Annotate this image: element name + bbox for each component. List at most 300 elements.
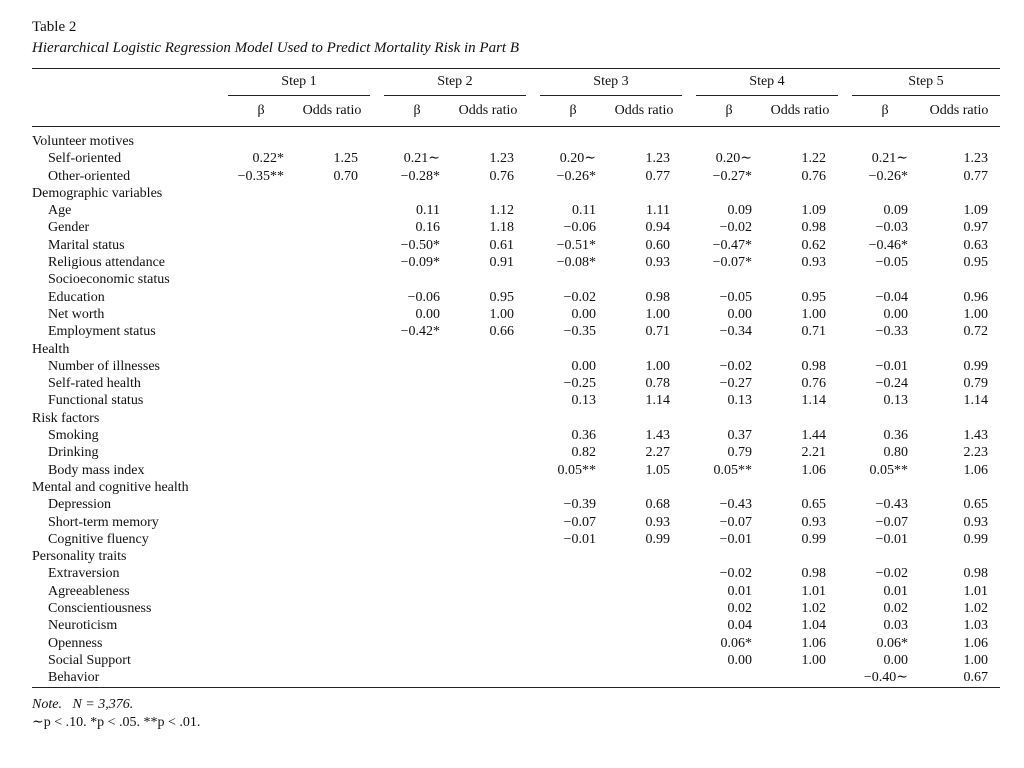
odds-ratio-cell: 0.93 bbox=[645, 514, 670, 530]
odds-ratio-cell: 1.05 bbox=[645, 462, 670, 478]
odds-ratio-cell: 1.44 bbox=[801, 428, 826, 444]
odds-ratio-cell: 1.09 bbox=[801, 203, 826, 219]
row-label: Behavior bbox=[48, 670, 100, 686]
step-header: Step 2 bbox=[384, 69, 526, 96]
odds-ratio-cell: 0.99 bbox=[801, 531, 826, 547]
beta-cell: −0.07 bbox=[875, 514, 908, 530]
beta-cell: −0.05 bbox=[719, 289, 752, 305]
step-header: Step 1 bbox=[228, 69, 370, 96]
odds-ratio-cell bbox=[450, 392, 526, 409]
beta-cell: 0.20∼ bbox=[559, 151, 596, 167]
table-title: Hierarchical Logistic Regression Model Used to Predict Mortality Risk in Part B bbox=[32, 40, 520, 56]
beta-cell bbox=[696, 271, 762, 288]
odds-ratio-cell bbox=[918, 271, 1000, 288]
beta-cell bbox=[228, 410, 294, 427]
table-row bbox=[32, 254, 1000, 271]
odds-ratio-cell: 0.68 bbox=[645, 497, 670, 513]
table-row bbox=[32, 219, 1000, 236]
beta-cell: −0.01 bbox=[719, 531, 752, 547]
beta-cell bbox=[696, 669, 762, 687]
beta-cell bbox=[540, 669, 606, 687]
table-row bbox=[32, 669, 1000, 687]
beta-cell bbox=[384, 375, 450, 392]
beta-cell: 0.06* bbox=[720, 635, 752, 651]
odds-ratio-cell: 0.99 bbox=[963, 358, 988, 374]
odds-ratio-cell bbox=[294, 565, 370, 582]
odds-ratio-cell: 1.14 bbox=[645, 393, 670, 409]
odds-ratio-cell: 1.06 bbox=[963, 462, 988, 478]
odds-ratio-cell bbox=[450, 479, 526, 496]
table-row bbox=[32, 652, 1000, 669]
odds-ratio-cell bbox=[918, 341, 1000, 358]
odds-ratio-cell: 0.76 bbox=[801, 168, 826, 184]
odds-ratio-cell: 0.97 bbox=[963, 220, 988, 236]
odds-ratio-cell bbox=[918, 479, 1000, 496]
beta-cell: 0.36 bbox=[883, 428, 908, 444]
beta-cell: −0.03 bbox=[875, 220, 908, 236]
beta-cell: 0.06* bbox=[876, 635, 908, 651]
beta-cell bbox=[228, 185, 294, 202]
beta-cell bbox=[228, 462, 294, 479]
beta-cell bbox=[228, 306, 294, 323]
odds-ratio-cell bbox=[918, 185, 1000, 202]
beta-cell bbox=[852, 185, 918, 202]
odds-ratio-cell: 1.23 bbox=[963, 151, 988, 167]
odds-ratio-cell: 1.43 bbox=[645, 428, 670, 444]
odds-ratio-cell bbox=[450, 565, 526, 582]
odds-ratio-cell bbox=[762, 548, 838, 565]
odds-ratio-cell bbox=[918, 410, 1000, 427]
beta-cell bbox=[852, 127, 918, 151]
odds-ratio-cell bbox=[294, 127, 370, 151]
beta-cell: −0.04 bbox=[875, 289, 908, 305]
odds-ratio-cell bbox=[294, 548, 370, 565]
beta-cell: −0.43 bbox=[719, 497, 752, 513]
table-row bbox=[32, 462, 1000, 479]
beta-cell bbox=[384, 531, 450, 548]
odds-ratio-cell bbox=[606, 652, 682, 669]
odds-ratio-cell bbox=[450, 375, 526, 392]
odds-ratio-cell bbox=[606, 410, 682, 427]
beta-cell: −0.02 bbox=[719, 358, 752, 374]
odds-ratio-cell bbox=[450, 271, 526, 288]
beta-cell: 0.09 bbox=[727, 203, 752, 219]
odds-ratio-cell bbox=[606, 479, 682, 496]
odds-ratio-cell: 1.09 bbox=[963, 203, 988, 219]
section-row bbox=[32, 548, 1000, 565]
row-label: Self-rated health bbox=[48, 376, 141, 392]
beta-cell: 0.79 bbox=[727, 445, 752, 461]
beta-cell bbox=[384, 600, 450, 617]
table-row bbox=[32, 496, 1000, 513]
odds-ratio-cell bbox=[762, 479, 838, 496]
odds-ratio-cell bbox=[450, 548, 526, 565]
beta-cell: 0.13 bbox=[883, 393, 908, 409]
row-label: Social Support bbox=[48, 652, 131, 668]
beta-cell: −0.01 bbox=[875, 358, 908, 374]
beta-cell bbox=[228, 600, 294, 617]
odds-ratio-cell: 0.98 bbox=[963, 566, 988, 582]
table-row bbox=[32, 531, 1000, 548]
table-number: Table 2 bbox=[32, 19, 77, 35]
row-label: Marital status bbox=[48, 237, 125, 253]
odds-ratio-cell: 0.77 bbox=[963, 168, 988, 184]
beta-cell bbox=[540, 479, 606, 496]
beta-cell bbox=[852, 479, 918, 496]
beta-cell bbox=[384, 652, 450, 669]
beta-cell bbox=[228, 202, 294, 219]
beta-cell bbox=[228, 254, 294, 271]
beta-cell bbox=[384, 410, 450, 427]
table-row bbox=[32, 323, 1000, 340]
beta-cell: −0.35 bbox=[563, 324, 596, 340]
row-label: Depression bbox=[48, 497, 111, 513]
odds-ratio-cell: 1.23 bbox=[489, 151, 514, 167]
odds-ratio-cell: 1.00 bbox=[489, 306, 514, 322]
beta-cell: 0.00 bbox=[571, 358, 596, 374]
section-label: Personality traits bbox=[32, 549, 127, 565]
beta-cell bbox=[228, 444, 294, 461]
beta-cell bbox=[852, 341, 918, 358]
row-label: Agreeableness bbox=[48, 583, 130, 599]
beta-cell: −0.51* bbox=[556, 237, 596, 253]
odds-ratio-cell bbox=[450, 617, 526, 634]
beta-cell: −0.06 bbox=[407, 289, 440, 305]
beta-cell bbox=[852, 548, 918, 565]
odds-ratio-cell bbox=[294, 341, 370, 358]
row-label: Cognitive fluency bbox=[48, 531, 149, 547]
beta-cell: −0.33 bbox=[875, 324, 908, 340]
odds-ratio-cell: 1.03 bbox=[963, 618, 988, 634]
odds-ratio-cell: 0.71 bbox=[801, 324, 826, 340]
beta-cell: 0.00 bbox=[415, 306, 440, 322]
beta-cell bbox=[384, 548, 450, 565]
odds-ratio-cell: 0.60 bbox=[645, 237, 670, 253]
section-row bbox=[32, 341, 1000, 358]
beta-cell bbox=[228, 531, 294, 548]
odds-ratio-cell: 1.01 bbox=[963, 583, 988, 599]
odds-header: Odds ratio bbox=[614, 103, 674, 119]
row-label: Age bbox=[48, 203, 72, 219]
odds-ratio-cell: 1.01 bbox=[801, 583, 826, 599]
odds-ratio-cell: 1.23 bbox=[645, 151, 670, 167]
beta-cell: −0.43 bbox=[875, 497, 908, 513]
odds-ratio-cell: 1.22 bbox=[801, 151, 826, 167]
beta-cell bbox=[384, 427, 450, 444]
odds-ratio-cell: 2.27 bbox=[645, 445, 670, 461]
note-label: Note. bbox=[32, 696, 62, 712]
beta-cell bbox=[384, 185, 450, 202]
table-row bbox=[32, 600, 1000, 617]
table-row bbox=[32, 617, 1000, 634]
beta-cell: −0.08* bbox=[556, 255, 596, 271]
beta-cell bbox=[852, 271, 918, 288]
section-label: Volunteer motives bbox=[32, 134, 135, 149]
beta-cell bbox=[228, 375, 294, 392]
beta-cell: 0.03 bbox=[883, 618, 908, 634]
beta-cell bbox=[696, 548, 762, 565]
beta-cell: −0.06 bbox=[563, 220, 596, 236]
odds-ratio-cell: 1.14 bbox=[801, 393, 826, 409]
beta-cell bbox=[228, 127, 294, 151]
note-n-line bbox=[32, 696, 1000, 714]
odds-ratio-cell bbox=[450, 531, 526, 548]
beta-cell: 0.01 bbox=[883, 583, 908, 599]
section-label: Risk factors bbox=[32, 410, 100, 426]
beta-cell bbox=[540, 185, 606, 202]
beta-cell bbox=[384, 271, 450, 288]
beta-cell: 0.01 bbox=[727, 583, 752, 599]
odds-ratio-cell: 1.14 bbox=[963, 393, 988, 409]
row-label: Education bbox=[48, 289, 105, 305]
beta-cell: 0.80 bbox=[883, 445, 908, 461]
row-label: Net worth bbox=[48, 306, 105, 322]
odds-ratio-cell: 0.72 bbox=[963, 324, 988, 340]
beta-cell: −0.26* bbox=[556, 168, 596, 184]
odds-ratio-cell bbox=[606, 548, 682, 565]
beta-cell bbox=[228, 496, 294, 513]
beta-cell bbox=[384, 358, 450, 375]
beta-cell: 0.22* bbox=[252, 151, 284, 167]
beta-cell bbox=[384, 617, 450, 634]
table-row bbox=[32, 444, 1000, 461]
row-label: Body mass index bbox=[48, 462, 145, 478]
odds-ratio-cell: 2.21 bbox=[801, 445, 826, 461]
odds-ratio-cell bbox=[450, 444, 526, 461]
odds-ratio-cell bbox=[606, 669, 682, 687]
beta-cell: 0.05** bbox=[557, 462, 596, 478]
odds-ratio-cell bbox=[294, 444, 370, 461]
beta-header: β bbox=[569, 103, 577, 119]
beta-cell: −0.35** bbox=[237, 168, 284, 184]
odds-ratio-cell: 0.98 bbox=[801, 220, 826, 236]
odds-ratio-cell bbox=[294, 652, 370, 669]
row-label: Smoking bbox=[48, 428, 99, 444]
beta-cell: −0.24 bbox=[875, 376, 908, 392]
beta-cell: 0.00 bbox=[727, 652, 752, 668]
odds-ratio-cell: 0.95 bbox=[963, 255, 988, 271]
beta-cell: −0.09* bbox=[400, 255, 440, 271]
section-label: Health bbox=[32, 341, 70, 357]
odds-ratio-cell bbox=[294, 289, 370, 306]
beta-cell: 0.00 bbox=[727, 306, 752, 322]
odds-ratio-cell bbox=[294, 514, 370, 531]
beta-cell: 0.04 bbox=[727, 618, 752, 634]
odds-ratio-cell: 0.71 bbox=[645, 324, 670, 340]
odds-ratio-cell: 0.95 bbox=[801, 289, 826, 305]
beta-cell bbox=[228, 583, 294, 600]
odds-ratio-cell bbox=[762, 271, 838, 288]
row-label: Extraversion bbox=[48, 566, 120, 582]
odds-ratio-cell bbox=[606, 341, 682, 358]
beta-cell: 0.82 bbox=[571, 445, 596, 461]
row-label: Openness bbox=[48, 635, 103, 651]
beta-cell bbox=[540, 548, 606, 565]
odds-ratio-cell: 0.62 bbox=[801, 237, 826, 253]
odds-ratio-cell: 0.61 bbox=[489, 237, 514, 253]
table-row bbox=[32, 427, 1000, 444]
beta-cell: 0.20∼ bbox=[715, 151, 752, 167]
step-header-row bbox=[32, 69, 1000, 96]
beta-cell: −0.46* bbox=[868, 237, 908, 253]
beta-cell bbox=[540, 583, 606, 600]
beta-cell bbox=[384, 669, 450, 687]
table-row bbox=[32, 237, 1000, 254]
beta-header: β bbox=[725, 103, 733, 119]
beta-cell: −0.25 bbox=[563, 376, 596, 392]
beta-cell: 0.37 bbox=[727, 428, 752, 444]
odds-ratio-cell bbox=[450, 514, 526, 531]
odds-ratio-cell bbox=[294, 323, 370, 340]
odds-ratio-cell bbox=[294, 185, 370, 202]
beta-cell bbox=[696, 127, 762, 151]
odds-ratio-cell bbox=[606, 583, 682, 600]
odds-ratio-cell bbox=[606, 600, 682, 617]
beta-cell bbox=[540, 617, 606, 634]
odds-ratio-cell: 0.98 bbox=[801, 566, 826, 582]
beta-cell bbox=[540, 127, 606, 151]
odds-ratio-cell bbox=[294, 496, 370, 513]
beta-cell: −0.40∼ bbox=[863, 670, 908, 686]
beta-cell: 0.36 bbox=[571, 428, 596, 444]
beta-cell bbox=[228, 289, 294, 306]
beta-cell: −0.34 bbox=[719, 324, 752, 340]
beta-cell bbox=[384, 583, 450, 600]
odds-ratio-cell bbox=[606, 617, 682, 634]
row-label: Neuroticism bbox=[48, 618, 118, 634]
section-row bbox=[32, 410, 1000, 427]
odds-ratio-cell: 0.67 bbox=[963, 670, 988, 686]
beta-cell: −0.50* bbox=[400, 237, 440, 253]
row-label: Number of illnesses bbox=[48, 358, 160, 374]
beta-cell bbox=[384, 341, 450, 358]
odds-ratio-cell bbox=[294, 392, 370, 409]
odds-ratio-cell: 1.11 bbox=[646, 203, 670, 219]
odds-ratio-cell bbox=[294, 202, 370, 219]
row-label: Socioeconomic status bbox=[48, 272, 170, 288]
odds-ratio-cell bbox=[294, 479, 370, 496]
beta-cell bbox=[384, 635, 450, 652]
odds-ratio-cell bbox=[294, 635, 370, 652]
beta-cell bbox=[540, 271, 606, 288]
table-note bbox=[32, 696, 1000, 732]
beta-cell bbox=[540, 341, 606, 358]
section-row bbox=[32, 127, 1000, 151]
beta-cell: −0.02 bbox=[719, 566, 752, 582]
odds-ratio-cell bbox=[294, 271, 370, 288]
row-label: Employment status bbox=[48, 324, 156, 340]
odds-ratio-cell: 0.78 bbox=[645, 376, 670, 392]
odds-ratio-cell bbox=[450, 127, 526, 151]
table-page bbox=[32, 18, 1000, 732]
beta-cell bbox=[696, 341, 762, 358]
beta-cell: 0.16 bbox=[415, 220, 440, 236]
odds-ratio-cell: 1.00 bbox=[645, 306, 670, 322]
table-row bbox=[32, 168, 1000, 185]
odds-ratio-cell: 1.00 bbox=[801, 652, 826, 668]
section-label: Mental and cognitive health bbox=[32, 479, 189, 495]
odds-ratio-cell: 0.96 bbox=[963, 289, 988, 305]
odds-ratio-cell bbox=[762, 341, 838, 358]
odds-ratio-cell: 1.00 bbox=[645, 358, 670, 374]
beta-cell: −0.07 bbox=[563, 514, 596, 530]
odds-ratio-cell: 1.12 bbox=[489, 203, 514, 219]
odds-ratio-cell bbox=[918, 127, 1000, 151]
odds-ratio-cell: 0.93 bbox=[801, 514, 826, 530]
beta-header: β bbox=[257, 103, 265, 119]
odds-ratio-cell: 1.04 bbox=[801, 618, 826, 634]
odds-ratio-cell bbox=[294, 254, 370, 271]
odds-ratio-cell bbox=[294, 617, 370, 634]
beta-cell bbox=[228, 271, 294, 288]
odds-ratio-cell bbox=[450, 462, 526, 479]
odds-ratio-cell bbox=[294, 375, 370, 392]
odds-ratio-cell bbox=[294, 306, 370, 323]
beta-cell bbox=[384, 462, 450, 479]
odds-ratio-cell: 1.00 bbox=[963, 306, 988, 322]
odds-ratio-cell: 0.99 bbox=[645, 531, 670, 547]
table-row bbox=[32, 392, 1000, 409]
beta-cell bbox=[384, 479, 450, 496]
odds-ratio-cell bbox=[762, 185, 838, 202]
table-row bbox=[32, 583, 1000, 600]
regression-table bbox=[32, 68, 1000, 688]
beta-cell bbox=[228, 669, 294, 687]
beta-cell: −0.39 bbox=[563, 497, 596, 513]
beta-cell: 0.11 bbox=[572, 203, 596, 219]
table-row bbox=[32, 635, 1000, 652]
odds-ratio-cell bbox=[450, 600, 526, 617]
odds-ratio-cell: 0.66 bbox=[489, 324, 514, 340]
beta-cell: 0.05** bbox=[713, 462, 752, 478]
beta-cell bbox=[228, 479, 294, 496]
beta-cell: −0.07* bbox=[712, 255, 752, 271]
beta-cell bbox=[540, 635, 606, 652]
beta-cell: −0.02 bbox=[875, 566, 908, 582]
section-label: Demographic variables bbox=[32, 185, 163, 201]
beta-cell: −0.28* bbox=[400, 168, 440, 184]
beta-cell bbox=[384, 127, 450, 151]
odds-ratio-cell: 2.23 bbox=[963, 445, 988, 461]
table-row bbox=[32, 565, 1000, 582]
odds-ratio-cell: 0.79 bbox=[963, 376, 988, 392]
table-row bbox=[32, 514, 1000, 531]
beta-cell: −0.42* bbox=[400, 324, 440, 340]
odds-ratio-cell bbox=[450, 669, 526, 687]
row-label: Self-oriented bbox=[48, 151, 122, 167]
beta-cell bbox=[540, 652, 606, 669]
odds-ratio-cell bbox=[294, 237, 370, 254]
beta-cell bbox=[696, 185, 762, 202]
beta-cell bbox=[696, 479, 762, 496]
beta-cell: 0.11 bbox=[416, 203, 440, 219]
odds-ratio-cell: 1.43 bbox=[963, 428, 988, 444]
step-header: Step 5 bbox=[852, 69, 1000, 96]
beta-cell bbox=[384, 392, 450, 409]
odds-ratio-cell: 0.99 bbox=[963, 531, 988, 547]
odds-ratio-cell bbox=[450, 410, 526, 427]
odds-ratio-cell bbox=[606, 565, 682, 582]
odds-ratio-cell bbox=[606, 271, 682, 288]
odds-ratio-cell: 0.94 bbox=[645, 220, 670, 236]
odds-ratio-cell bbox=[606, 127, 682, 151]
beta-header: β bbox=[413, 103, 421, 119]
beta-cell: −0.01 bbox=[563, 531, 596, 547]
beta-cell: 0.09 bbox=[883, 203, 908, 219]
beta-cell: −0.47* bbox=[712, 237, 752, 253]
beta-cell: 0.13 bbox=[571, 393, 596, 409]
odds-ratio-cell: 0.70 bbox=[333, 168, 358, 184]
